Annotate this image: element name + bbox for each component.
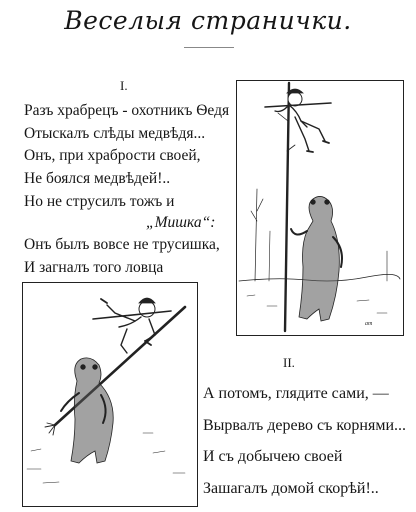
stanza-one-line: Онъ, при храбрости своей, [24, 147, 201, 165]
stanza-one-line-part: Но не струсилъ тожъ и [24, 192, 175, 210]
title-divider [184, 47, 234, 48]
stanza-one-line-part: „Мишка“: [146, 213, 216, 231]
page-title: Веселыя странички. [64, 6, 352, 35]
stanza-one-line [24, 191, 229, 214]
stanza-one-line: Не боялся медвѣдей!.. [24, 170, 171, 188]
hunter-tree-drawing [237, 81, 402, 334]
stanza-two-line: И съ добычею своей [203, 448, 343, 465]
stanza-two [203, 378, 406, 504]
illustration-bear-carrying-tree [22, 282, 198, 507]
illustration-signature: ат [365, 321, 373, 327]
part-one-numeral: I. [120, 78, 128, 93]
stanza-one-line: Онъ былъ вовсе не трусишка, [24, 236, 220, 254]
stanza-one-line: Разъ храбрецъ - охотникъ Ѳедя [24, 102, 230, 119]
stanza-two-line: Вырвалъ дерево съ корнями... [203, 416, 406, 434]
part-two-numeral: II. [283, 355, 295, 370]
stanza-one-line: Отыскалъ слѣды медвѣдя... [24, 124, 206, 142]
bear-carrying-drawing [23, 283, 196, 505]
illustration-hunter-on-tree [236, 80, 404, 336]
stanza-two-line: Зашагалъ домой скорѣй!.. [203, 479, 379, 497]
stanza-two-line: А потомъ, глядите сами, — [203, 385, 389, 402]
stanza-one [24, 100, 229, 302]
stanza-one-line [24, 212, 229, 235]
stanza-one-line: И загналъ того ловца [24, 258, 164, 276]
